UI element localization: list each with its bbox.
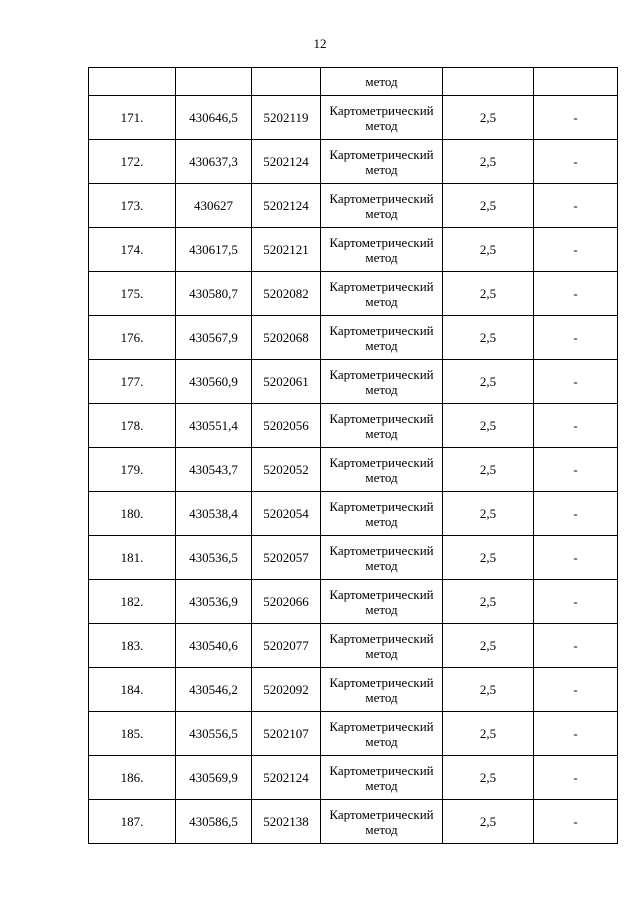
y-coordinate-cell: 5202124	[252, 140, 321, 184]
method-cell	[321, 580, 443, 624]
point-number-cell: 171.	[89, 96, 176, 140]
table-row	[89, 580, 618, 624]
note-cell: -	[534, 316, 618, 360]
accuracy-cell: 2,5	[443, 316, 534, 360]
method-line-1: Картометрический	[329, 674, 434, 690]
method-cell	[321, 96, 443, 140]
method-line-2: метод	[365, 777, 398, 793]
table-row	[89, 712, 618, 756]
point-number-cell: 184.	[89, 668, 176, 712]
method-line-1: Картометрический	[329, 366, 434, 382]
method-cell	[321, 228, 443, 272]
table-row	[89, 492, 618, 536]
method-line-1: Картометрический	[329, 498, 434, 514]
table-row	[89, 228, 618, 272]
y-coordinate-cell: 5202077	[252, 624, 321, 668]
x-coordinate-cell: 430536,9	[176, 580, 252, 624]
y-coordinate-cell: 5202092	[252, 668, 321, 712]
method-cell	[321, 272, 443, 316]
method-cell	[321, 184, 443, 228]
method-cell	[321, 756, 443, 800]
accuracy-cell: 2,5	[443, 140, 534, 184]
method-line-2: метод	[365, 117, 398, 133]
method-line-1: Картометрический	[329, 454, 434, 470]
table-row	[89, 316, 618, 360]
method-line-2: метод	[365, 161, 398, 177]
method-line-1: Картометрический	[329, 630, 434, 646]
continuation-cell-note	[534, 68, 618, 96]
coordinates-table	[88, 67, 618, 844]
continuation-cell-x	[176, 68, 252, 96]
method-line-1: Картометрический	[329, 542, 434, 558]
x-coordinate-cell: 430551,4	[176, 404, 252, 448]
accuracy-cell: 2,5	[443, 668, 534, 712]
table-row	[89, 800, 618, 844]
x-coordinate-cell: 430536,5	[176, 536, 252, 580]
method-line-2: метод	[365, 689, 398, 705]
y-coordinate-cell: 5202068	[252, 316, 321, 360]
y-coordinate-cell: 5202082	[252, 272, 321, 316]
method-line-1: Картометрический	[329, 234, 434, 250]
method-cell	[321, 800, 443, 844]
accuracy-cell: 2,5	[443, 404, 534, 448]
method-line-2: метод	[365, 337, 398, 353]
x-coordinate-cell: 430646,5	[176, 96, 252, 140]
method-line-2: метод	[365, 425, 398, 441]
method-line-1: Картометрический	[329, 102, 434, 118]
y-coordinate-cell: 5202054	[252, 492, 321, 536]
x-coordinate-cell: 430560,9	[176, 360, 252, 404]
point-number-cell: 173.	[89, 184, 176, 228]
y-coordinate-cell: 5202057	[252, 536, 321, 580]
note-cell: -	[534, 96, 618, 140]
method-line-2: метод	[365, 601, 398, 617]
method-line-2: метод	[365, 469, 398, 485]
method-line-1: Картометрический	[329, 190, 434, 206]
x-coordinate-cell: 430546,2	[176, 668, 252, 712]
table-row	[89, 96, 618, 140]
accuracy-cell: 2,5	[443, 624, 534, 668]
accuracy-cell: 2,5	[443, 492, 534, 536]
method-cell	[321, 624, 443, 668]
note-cell: -	[534, 448, 618, 492]
method-line-1: Картометрический	[329, 806, 434, 822]
method-cell	[321, 140, 443, 184]
note-cell: -	[534, 668, 618, 712]
y-coordinate-cell: 5202107	[252, 712, 321, 756]
method-cell	[321, 492, 443, 536]
note-cell: -	[534, 492, 618, 536]
continuation-row	[89, 68, 618, 96]
point-number-cell: 176.	[89, 316, 176, 360]
point-number-cell: 185.	[89, 712, 176, 756]
accuracy-cell: 2,5	[443, 712, 534, 756]
x-coordinate-cell: 430580,7	[176, 272, 252, 316]
method-line-2: метод	[365, 557, 398, 573]
continuation-cell-y	[252, 68, 321, 96]
x-coordinate-cell: 430556,5	[176, 712, 252, 756]
note-cell: -	[534, 360, 618, 404]
y-coordinate-cell: 5202138	[252, 800, 321, 844]
y-coordinate-cell: 5202052	[252, 448, 321, 492]
note-cell: -	[534, 272, 618, 316]
continuation-cell-method: метод	[321, 68, 443, 96]
method-cell	[321, 448, 443, 492]
point-number-cell: 182.	[89, 580, 176, 624]
point-number-cell: 180.	[89, 492, 176, 536]
accuracy-cell: 2,5	[443, 580, 534, 624]
method-cell	[321, 712, 443, 756]
table-row	[89, 448, 618, 492]
note-cell: -	[534, 228, 618, 272]
point-number-cell: 178.	[89, 404, 176, 448]
y-coordinate-cell: 5202124	[252, 756, 321, 800]
accuracy-cell: 2,5	[443, 448, 534, 492]
method-line-2: метод	[365, 249, 398, 265]
method-line-1: Картометрический	[329, 718, 434, 734]
x-coordinate-cell: 430540,6	[176, 624, 252, 668]
x-coordinate-cell: 430617,5	[176, 228, 252, 272]
method-line-1: Картометрический	[329, 762, 434, 778]
y-coordinate-cell: 5202121	[252, 228, 321, 272]
table-row	[89, 756, 618, 800]
table-row	[89, 140, 618, 184]
accuracy-cell: 2,5	[443, 184, 534, 228]
method-line-2: метод	[365, 733, 398, 749]
method-cell	[321, 668, 443, 712]
point-number-cell: 177.	[89, 360, 176, 404]
method-line-2: метод	[365, 293, 398, 309]
table-row	[89, 272, 618, 316]
x-coordinate-cell: 430569,9	[176, 756, 252, 800]
x-coordinate-cell: 430543,7	[176, 448, 252, 492]
method-line-1: Картометрический	[329, 586, 434, 602]
point-number-cell: 187.	[89, 800, 176, 844]
method-cell	[321, 536, 443, 580]
continuation-cell-number	[89, 68, 176, 96]
x-coordinate-cell: 430627	[176, 184, 252, 228]
accuracy-cell: 2,5	[443, 360, 534, 404]
method-line-1: Картометрический	[329, 410, 434, 426]
accuracy-cell: 2,5	[443, 756, 534, 800]
continuation-cell-accuracy	[443, 68, 534, 96]
method-line-2: метод	[365, 821, 398, 837]
point-number-cell: 172.	[89, 140, 176, 184]
y-coordinate-cell: 5202066	[252, 580, 321, 624]
note-cell: -	[534, 756, 618, 800]
page-number: 12	[313, 36, 327, 51]
note-cell: -	[534, 800, 618, 844]
note-cell: -	[534, 536, 618, 580]
x-coordinate-cell: 430586,5	[176, 800, 252, 844]
note-cell: -	[534, 712, 618, 756]
point-number-cell: 181.	[89, 536, 176, 580]
point-number-cell: 186.	[89, 756, 176, 800]
accuracy-cell: 2,5	[443, 228, 534, 272]
note-cell: -	[534, 140, 618, 184]
x-coordinate-cell: 430567,9	[176, 316, 252, 360]
note-cell: -	[534, 624, 618, 668]
y-coordinate-cell: 5202119	[252, 96, 321, 140]
method-line-2: метод	[365, 381, 398, 397]
table-row	[89, 360, 618, 404]
method-line-2: метод	[365, 645, 398, 661]
point-number-cell: 183.	[89, 624, 176, 668]
accuracy-cell: 2,5	[443, 272, 534, 316]
point-number-cell: 175.	[89, 272, 176, 316]
y-coordinate-cell: 5202061	[252, 360, 321, 404]
y-coordinate-cell: 5202124	[252, 184, 321, 228]
method-cell	[321, 360, 443, 404]
method-cell	[321, 404, 443, 448]
method-line-1: Картометрический	[329, 322, 434, 338]
point-number-cell: 174.	[89, 228, 176, 272]
accuracy-cell: 2,5	[443, 536, 534, 580]
point-number-cell: 179.	[89, 448, 176, 492]
accuracy-cell: 2,5	[443, 800, 534, 844]
note-cell: -	[534, 184, 618, 228]
table-row	[89, 184, 618, 228]
table-row	[89, 624, 618, 668]
x-coordinate-cell: 430637,3	[176, 140, 252, 184]
method-line-2: метод	[365, 205, 398, 221]
note-cell: -	[534, 580, 618, 624]
table-row	[89, 404, 618, 448]
method-line-1: Картометрический	[329, 146, 434, 162]
method-line-1: Картометрический	[329, 278, 434, 294]
method-line-2: метод	[365, 513, 398, 529]
table-row	[89, 668, 618, 712]
accuracy-cell: 2,5	[443, 96, 534, 140]
table-row	[89, 536, 618, 580]
x-coordinate-cell: 430538,4	[176, 492, 252, 536]
y-coordinate-cell: 5202056	[252, 404, 321, 448]
note-cell: -	[534, 404, 618, 448]
method-cell	[321, 316, 443, 360]
